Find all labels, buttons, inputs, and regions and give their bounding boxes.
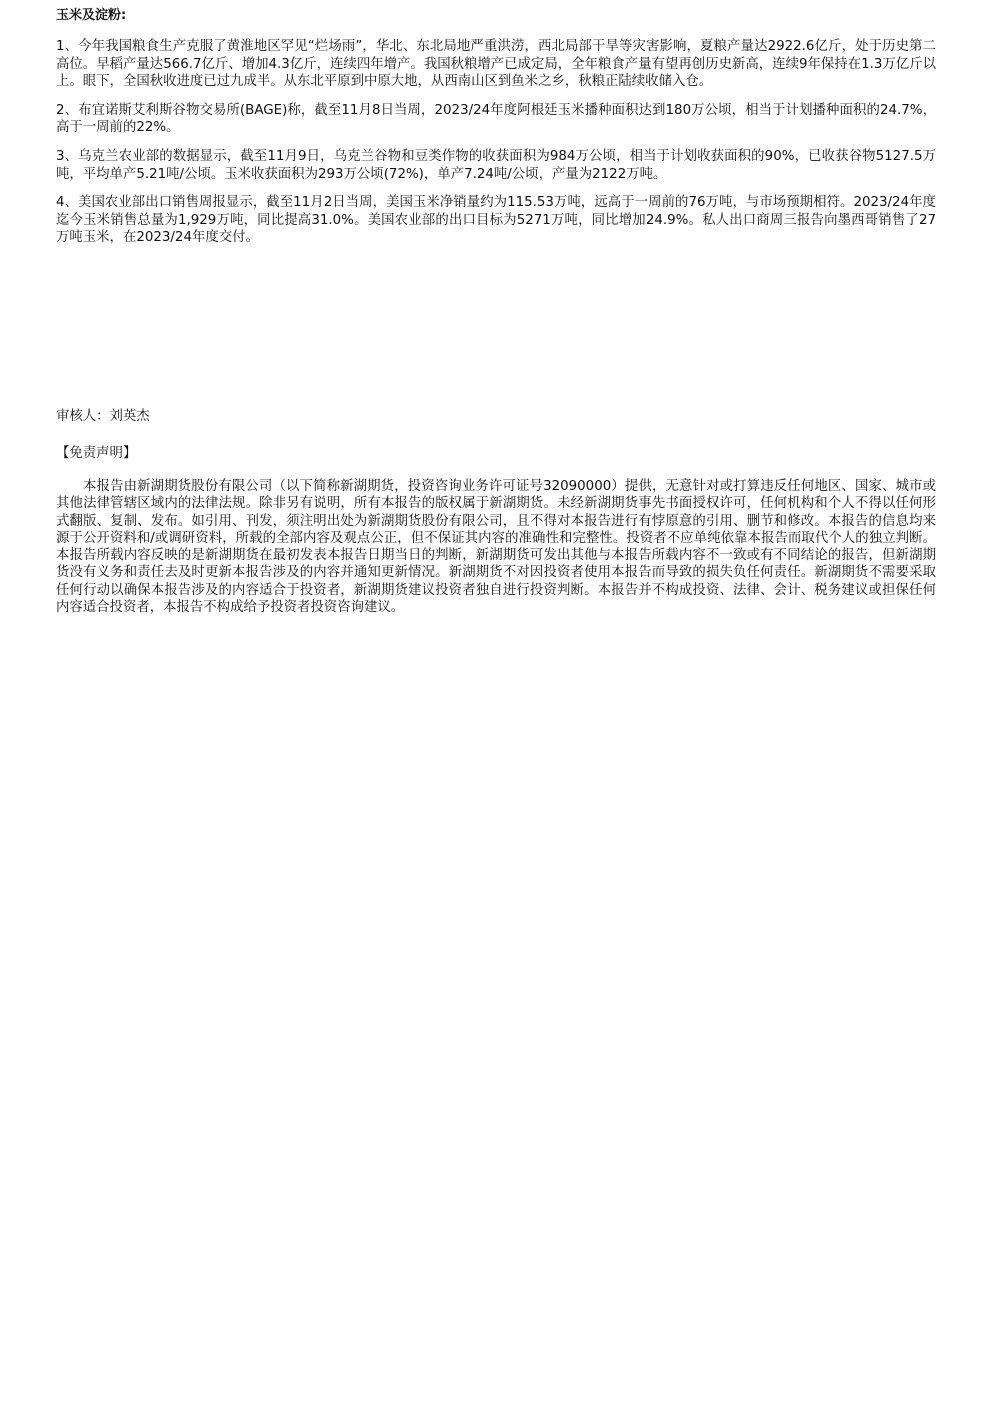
- reviewer-line: 审核人：刘英杰: [56, 409, 150, 424]
- section-title: 玉米及淀粉:: [56, 8, 127, 23]
- news-paragraph-4: 4、美国农业部出口销售周报显示，截至11月2日当周，美国玉米净销量约为115.53万吨，远高于一周前的76万吨，与市场预期相符。2023/24年度迄今玉米销售总量为1,929万吨，同比提高31.0%。美国农业部的出口目标为5271万吨，同比增加24.9%。私人出口商周三报告向墨西哥销售了27万吨玉米，在2023/24年度交付。: [56, 195, 936, 246]
- news-paragraph-2: 2、布宜诺斯艾利斯谷物交易所(BAGE)称，截至11月8日当周，2023/24年度阿根廷玉米播种面积达到180万公顷，相当于计划播种面积的24.7%，高于一周前的22%。: [56, 102, 936, 136]
- disclaimer-body: 本报告由新湖期货股份有限公司（以下简称新湖期货，投资咨询业务许可证号32090000）提供，无意针对或打算违反任何地区、国家、城市或其他法律管辖区域内的法律法规。除非另有说明，所有本报告的版权属于新湖期货。未经新湖期货事先书面授权许可，任何机构和个人不得以任何形式翻版、复制、发布。如引用、刊发，须注明出处为新湖期货股份有限公司，且不得对本报告进行有悖原意的引用、删节和修改。本报告的信息均来源于公开资料和/或调研资料，所载的全部内容及观点公正，但不保证其内容的准确性和完整性。投资者不应单纯依靠本报告而取代个人的独立判断。本报告所载内容反映的是新湖期货在最初发表本报告日期当日的判断，新湖期货可发出其他与本报告所载内容不一致或有不同结论的报告，但新湖期货没有义务和责任去及时更新本报告涉及的内容并通知更新情况。新湖期货不对因投资者使用本报告而导致的损失负任何责任。新湖期货不需要采取任何行动以确保本报告涉及的内容适合于投资者，新湖期货建议投资者独自进行投资判断。本报告并不构成投资、法律、会计、税务建议或担保任何内容适合投资者，本报告不构成给予投资者投资咨询建议。: [56, 479, 936, 616]
- disclaimer-title: 【免责声明】: [56, 446, 137, 461]
- news-paragraph-3: 3、乌克兰农业部的数据显示，截至11月9日，乌克兰谷物和豆类作物的收获面积为984万公顷，相当于计划收获面积的90%，已收获谷物5127.5万吨，平均单产5.21吨/公顷。玉米收获面积为293万公顷(72%)，单产7.24吨/公顷，产量为2122万吨。: [56, 148, 936, 182]
- report-content: [56, 6, 936, 258]
- news-paragraph-1: 1、今年我国粮食生产克服了黄淮地区罕见“烂场雨”，华北、东北局地严重洪涝，西北局部干旱等灾害影响，夏粮产量达2922.6亿斤，处于历史第二高位。早稻产量达566.7亿斤、增加4.3亿斤，连续四年增产。我国秋粮增产已成定局，全年粮食产量有望再创历史新高，连续9年保持在1.3万亿斤以上。眼下，全国秋收进度已过九成半。从东北平原到中原大地，从西南山区到鱼米之乡，秋粮正陆续收储入仓。: [56, 39, 936, 90]
